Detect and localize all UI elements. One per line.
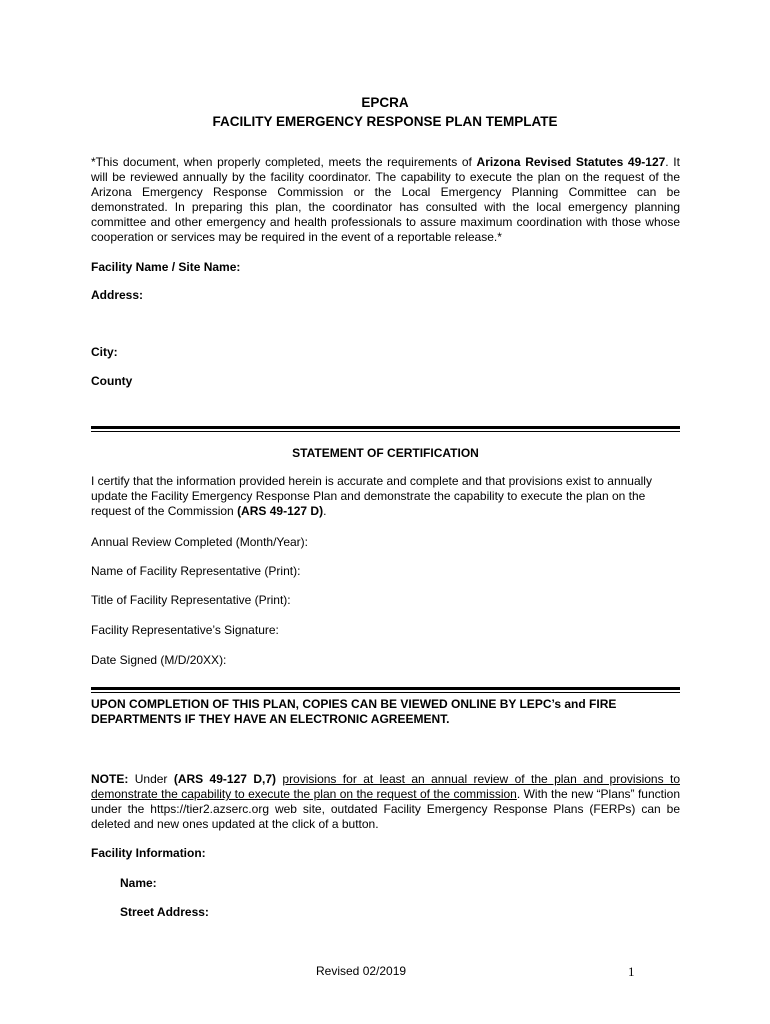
intro-text-1: *This document, when properly completed, meets the requirements of [91,155,477,169]
note-under: Under [128,772,174,786]
divider [91,426,680,432]
intro-paragraph [91,155,680,245]
certification-heading: STATEMENT OF CERTIFICATION [292,446,479,460]
rep-signature-label: Facility Representative’s Signature: [91,623,279,637]
certification-text-1: I certify that the information provided herein is accurate and complete and that provisions exist to annually update the Facility Emergency Response Plan and demonstrate the capability to execute the plan on the request of the Commission [91,474,652,518]
note-label: NOTE: [91,772,129,786]
intro-statute: Arizona Revised Statutes 49-127 [476,155,666,169]
facility-info-street-label: Street Address: [120,905,209,919]
certification-ars: (ARS 49-127 D) [237,504,324,518]
document-title: EPCRA [361,95,409,110]
certification-paragraph [91,474,680,519]
rep-title-label: Title of Facility Representative (Print): [91,593,291,607]
note-rest: . With the new “Plans” function under the https://tier2.azserc.org web site, outdated Facility Emergency Response Plans (FERPs) can be deleted and new ones updated at the click of a button. [91,787,680,831]
rep-name-label: Name of Facility Representative (Print): [91,564,301,578]
annual-review-label: Annual Review Completed (Month/Year): [91,535,309,549]
note-paragraph [91,772,680,832]
facility-info-name-label: Name: [120,876,157,890]
note-ars: (ARS 49-127 D,7) [173,772,276,786]
divider [91,687,680,693]
footer-revised: Revised 02/2019 [316,964,407,978]
facility-info-heading: Facility Information: [91,846,206,860]
certification-text-2: . [323,504,327,518]
city-label: City: [91,345,118,359]
intro-text-2: . It will be reviewed annually by the facility coordinator. The capability to execute the plan on the request of the Arizona Emergency Response Commission or the Local Emergency Planning Committee can be demonstrated. In preparing this plan, the coordinator has consulted with the local emergency planning committee and other emergency and health professionals to assure maximum coordination with those whose cooperation or services may be required in the event of a reportable release.* [91,155,680,244]
note-underlined: provisions for at least an annual review of the plan and provisions to demonstrate the capability to execute the plan on the request of the commission [91,772,680,801]
upon-completion-notice: UPON COMPLETION OF THIS PLAN, COPIES CAN BE VIEWED ONLINE BY LEPC’s and FIRE DEPARTMENTS IF THEY HAVE AN ELECTRONIC AGREEMENT. [91,697,617,726]
facility-name-label: Facility Name / Site Name: [91,260,241,274]
document-subtitle: FACILITY EMERGENCY RESPONSE PLAN TEMPLATE [212,114,558,129]
address-label: Address: [91,288,144,302]
county-label: County [91,374,133,388]
date-signed-label: Date Signed (M/D/20XX): [91,653,227,667]
page-number: 1 [628,964,635,979]
